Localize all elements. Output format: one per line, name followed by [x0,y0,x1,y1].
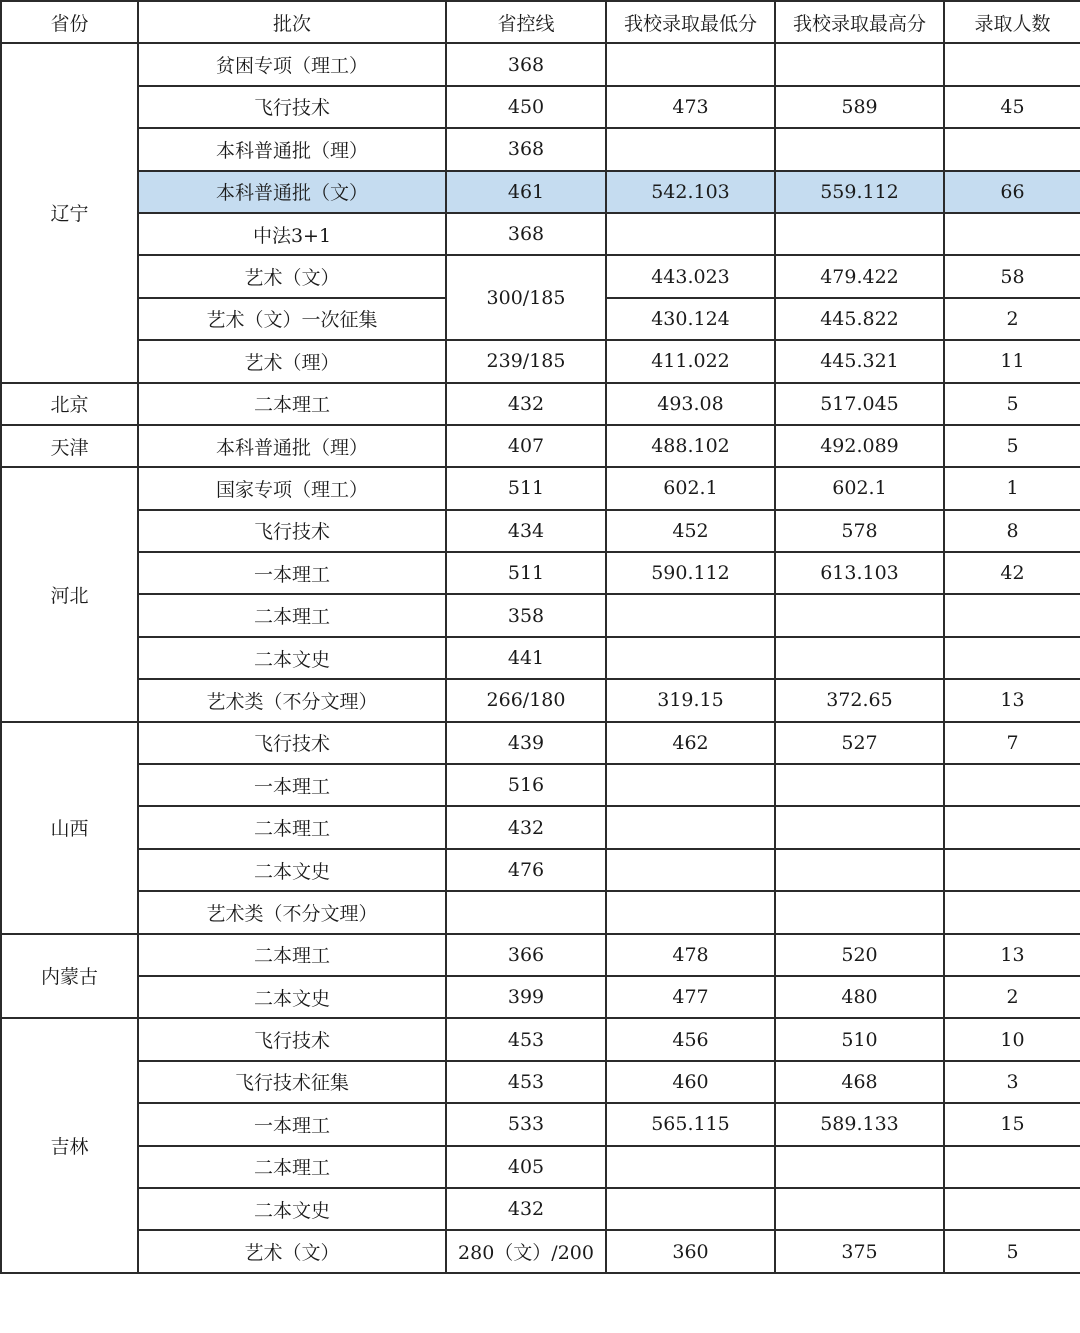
province-cell: 内蒙古 [1,934,138,1019]
batch-cell: 中法3+1 [138,213,446,255]
max-score-cell: 375 [775,1230,944,1272]
control-line-cell: 476 [446,849,606,891]
count-cell: 45 [944,86,1080,128]
control-line-cell [446,891,606,933]
control-line-cell: 366 [446,934,606,976]
batch-cell: 艺术类（不分文理） [138,679,446,721]
min-score-cell [606,128,775,170]
control-line-cell: 533 [446,1103,606,1145]
count-cell [944,806,1080,848]
province-cell: 山西 [1,722,138,934]
max-score-cell: 480 [775,976,944,1018]
batch-cell: 飞行技术 [138,86,446,128]
batch-cell: 艺术（文）一次征集 [138,298,446,340]
header-batch: 批次 [138,1,446,43]
batch-cell: 飞行技术 [138,510,446,552]
max-score-cell: 517.045 [775,383,944,425]
batch-cell: 一本理工 [138,764,446,806]
table-row-highlighted [1,171,1080,213]
count-cell [944,637,1080,679]
batch-cell: 一本理工 [138,1103,446,1145]
batch-cell: 艺术（文） [138,255,446,297]
control-line-cell: 511 [446,467,606,509]
table-row [1,637,1080,679]
max-score-cell: 559.112 [775,171,944,213]
control-line-cell: 434 [446,510,606,552]
min-score-cell [606,764,775,806]
max-score-cell: 445.822 [775,298,944,340]
control-line-cell: 511 [446,552,606,594]
max-score-cell: 468 [775,1061,944,1103]
min-score-cell [606,806,775,848]
count-cell: 1 [944,467,1080,509]
batch-cell: 二本文史 [138,976,446,1018]
batch-cell: 本科普通批（理） [138,128,446,170]
header-province: 省份 [1,1,138,43]
count-cell [944,1188,1080,1230]
count-cell: 2 [944,298,1080,340]
batch-cell: 飞行技术 [138,1018,446,1060]
max-score-cell [775,213,944,255]
min-score-cell: 542.103 [606,171,775,213]
header-control-line: 省控线 [446,1,606,43]
table-row [1,1061,1080,1103]
control-line-cell: 399 [446,976,606,1018]
table-row [1,340,1080,382]
control-line-cell: 405 [446,1146,606,1188]
table-row [1,86,1080,128]
count-cell: 5 [944,425,1080,467]
batch-cell: 二本理工 [138,934,446,976]
table-row [1,510,1080,552]
count-cell: 13 [944,934,1080,976]
min-score-cell: 360 [606,1230,775,1272]
count-cell: 2 [944,976,1080,1018]
control-line-cell: 407 [446,425,606,467]
province-cell: 北京 [1,383,138,425]
max-score-cell: 479.422 [775,255,944,297]
table-row [1,891,1080,933]
table-row [1,1018,1080,1060]
min-score-cell: 462 [606,722,775,764]
max-score-cell [775,637,944,679]
count-cell: 58 [944,255,1080,297]
batch-cell: 飞行技术征集 [138,1061,446,1103]
table-row [1,43,1080,85]
count-cell: 10 [944,1018,1080,1060]
min-score-cell [606,594,775,636]
batch-cell: 二本文史 [138,849,446,891]
count-cell: 5 [944,1230,1080,1272]
control-line-cell: 368 [446,128,606,170]
control-line-cell: 432 [446,383,606,425]
header-row [1,1,1080,43]
max-score-cell [775,594,944,636]
table-row [1,467,1080,509]
batch-cell: 贫困专项（理工） [138,43,446,85]
batch-cell: 飞行技术 [138,722,446,764]
table-row [1,722,1080,764]
max-score-cell: 527 [775,722,944,764]
control-line-cell: 432 [446,806,606,848]
max-score-cell [775,806,944,848]
batch-cell: 二本理工 [138,383,446,425]
max-score-cell: 510 [775,1018,944,1060]
province-cell: 吉林 [1,1018,138,1272]
batch-cell: 二本理工 [138,806,446,848]
max-score-cell: 578 [775,510,944,552]
header-admitted-count: 录取人数 [944,1,1080,43]
count-cell [944,43,1080,85]
max-score-cell: 445.321 [775,340,944,382]
header-max-score: 我校录取最高分 [775,1,944,43]
count-cell [944,213,1080,255]
control-line-cell: 453 [446,1018,606,1060]
batch-cell: 二本理工 [138,1146,446,1188]
max-score-cell: 372.65 [775,679,944,721]
control-line-cell: 266/180 [446,679,606,721]
max-score-cell [775,764,944,806]
min-score-cell: 565.115 [606,1103,775,1145]
batch-cell: 本科普通批（文） [138,171,446,213]
min-score-cell: 411.022 [606,340,775,382]
control-line-cell: 450 [446,86,606,128]
max-score-cell: 589 [775,86,944,128]
count-cell: 11 [944,340,1080,382]
table-row [1,1146,1080,1188]
max-score-cell: 492.089 [775,425,944,467]
min-score-cell: 443.023 [606,255,775,297]
min-score-cell [606,891,775,933]
table-row [1,425,1080,467]
count-cell: 13 [944,679,1080,721]
batch-cell: 艺术（文） [138,1230,446,1272]
min-score-cell [606,1146,775,1188]
control-line-cell: 280（文）/200 [446,1230,606,1272]
control-line-cell: 358 [446,594,606,636]
batch-cell: 艺术（理） [138,340,446,382]
control-line-cell: 432 [446,1188,606,1230]
min-score-cell [606,213,775,255]
min-score-cell: 473 [606,86,775,128]
min-score-cell: 590.112 [606,552,775,594]
table-row [1,594,1080,636]
table-row [1,128,1080,170]
count-cell [944,764,1080,806]
min-score-cell [606,1188,775,1230]
table-row [1,976,1080,1018]
province-cell: 河北 [1,467,138,721]
min-score-cell: 452 [606,510,775,552]
control-line-cell: 239/185 [446,340,606,382]
max-score-cell: 520 [775,934,944,976]
max-score-cell: 613.103 [775,552,944,594]
max-score-cell [775,43,944,85]
count-cell: 3 [944,1061,1080,1103]
province-cell: 天津 [1,425,138,467]
max-score-cell: 602.1 [775,467,944,509]
batch-cell: 国家专项（理工） [138,467,446,509]
table-row [1,1188,1080,1230]
count-cell [944,891,1080,933]
table-row [1,934,1080,976]
min-score-cell: 456 [606,1018,775,1060]
count-cell [944,128,1080,170]
min-score-cell: 488.102 [606,425,775,467]
control-line-cell: 439 [446,722,606,764]
control-line-cell: 516 [446,764,606,806]
control-line-cell: 368 [446,213,606,255]
max-score-cell: 589.133 [775,1103,944,1145]
min-score-cell: 460 [606,1061,775,1103]
control-line-cell: 300/185 [446,255,606,340]
count-cell: 42 [944,552,1080,594]
table-row [1,255,1080,297]
table-row [1,849,1080,891]
table-row [1,679,1080,721]
batch-cell: 二本文史 [138,1188,446,1230]
max-score-cell [775,128,944,170]
count-cell [944,594,1080,636]
max-score-cell [775,1188,944,1230]
batch-cell: 二本理工 [138,594,446,636]
count-cell: 8 [944,510,1080,552]
max-score-cell [775,891,944,933]
batch-cell: 二本文史 [138,637,446,679]
min-score-cell: 493.08 [606,383,775,425]
min-score-cell: 602.1 [606,467,775,509]
control-line-cell: 441 [446,637,606,679]
table-row [1,552,1080,594]
count-cell [944,849,1080,891]
min-score-cell: 430.124 [606,298,775,340]
control-line-cell: 368 [446,43,606,85]
table-row [1,383,1080,425]
count-cell: 7 [944,722,1080,764]
min-score-cell [606,849,775,891]
min-score-cell: 319.15 [606,679,775,721]
count-cell: 15 [944,1103,1080,1145]
table-row [1,764,1080,806]
min-score-cell [606,43,775,85]
min-score-cell: 477 [606,976,775,1018]
batch-cell: 本科普通批（理） [138,425,446,467]
batch-cell: 一本理工 [138,552,446,594]
min-score-cell: 478 [606,934,775,976]
control-line-cell: 453 [446,1061,606,1103]
count-cell: 66 [944,171,1080,213]
control-line-cell: 461 [446,171,606,213]
max-score-cell [775,849,944,891]
count-cell [944,1146,1080,1188]
min-score-cell [606,637,775,679]
count-cell: 5 [944,383,1080,425]
table-row [1,1230,1080,1272]
table-row [1,213,1080,255]
table-row [1,1103,1080,1145]
table-row [1,806,1080,848]
max-score-cell [775,1146,944,1188]
batch-cell: 艺术类（不分文理） [138,891,446,933]
province-cell: 辽宁 [1,43,138,382]
header-min-score: 我校录取最低分 [606,1,775,43]
